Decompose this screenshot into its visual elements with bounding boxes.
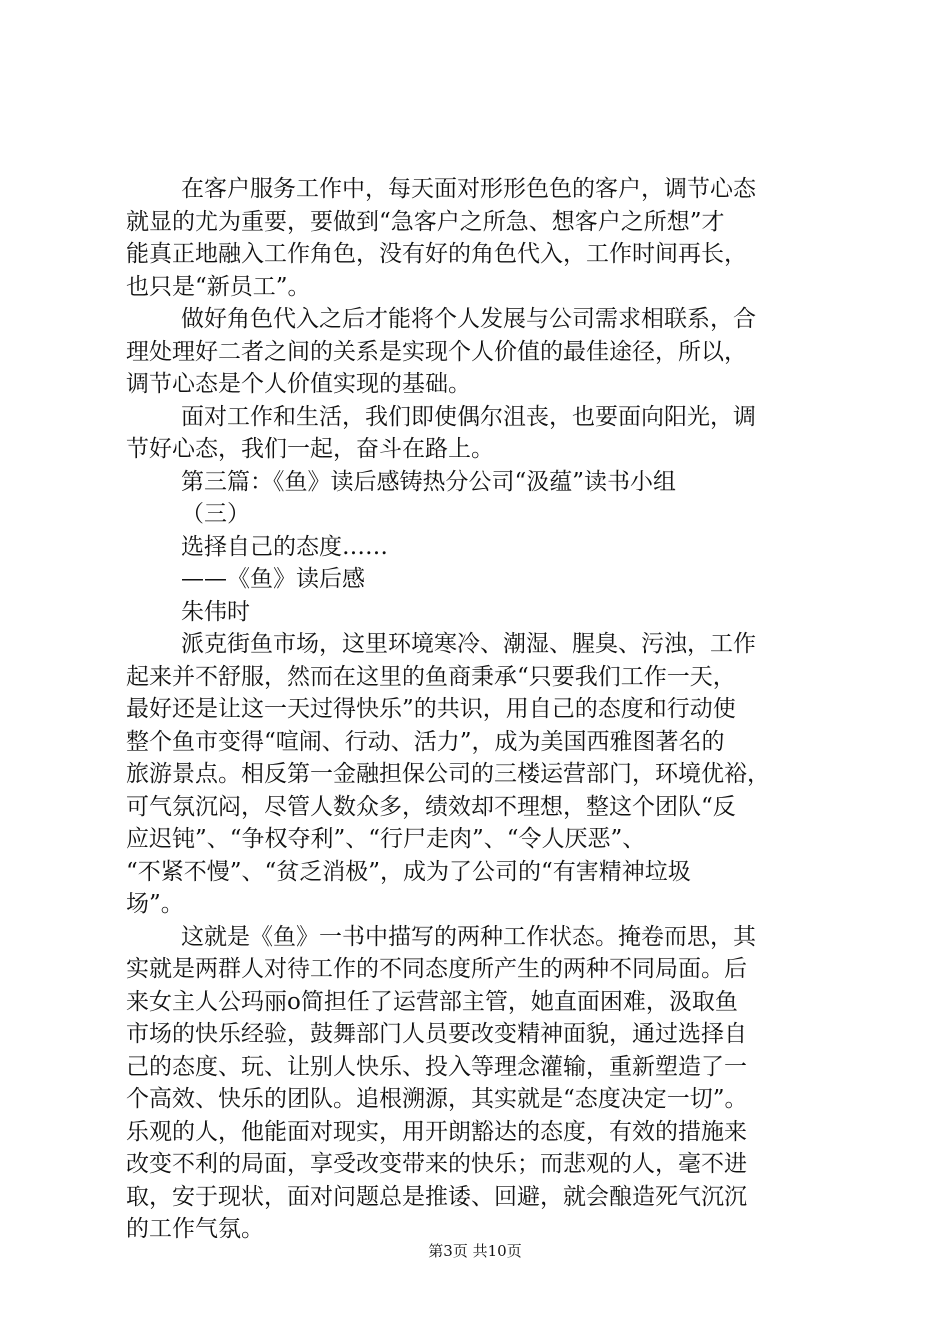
paragraph-line: 起来并不舒服，然而在这里的鱼商秉承“只要我们工作一天， — [126, 663, 736, 690]
paragraph-line: 市场的快乐经验，鼓舞部门人员要改变精神面貌，通过选择自 — [126, 1021, 747, 1047]
paragraph-line: 整个鱼市变得“喧闹、行动、活力”，成为美国西雅图著名的 — [126, 728, 725, 755]
paragraph-line: 派克街鱼市场，这里环境寒冷、潮湿、腥臭、污浊，工作 — [181, 631, 756, 657]
paragraph-line: 也只是“新员工”。 — [126, 273, 311, 300]
heading-line: 第三篇：《鱼》读后感铸热分公司“汲蕴”读书小组 — [181, 468, 677, 495]
paragraph-line: 调节心态是个人价值实现的基础。 — [126, 371, 471, 397]
heading-line: 选择自己的态度…… — [181, 533, 388, 560]
paragraph-line: 旅游景点。相反第一金融担保公司的三楼运营部门，环境优裕， — [126, 761, 770, 787]
paragraph-line: 理处理好二者之间的关系是实现个人价值的最佳途径，所以， — [126, 338, 747, 365]
paragraph-line: 节好心态，我们一起，奋斗在路上。 — [126, 436, 494, 462]
heading-line: ——《鱼》读后感 — [181, 566, 365, 592]
paragraph-line: 场”。 — [126, 891, 184, 917]
paragraph-line: 实就是两群人对待工作的不同态度所产生的两种不同局面。后 — [126, 956, 747, 982]
paragraph-line: 最好还是让这一天过得快乐”的共识，用自己的态度和行动使 — [126, 696, 736, 722]
paragraph-line: 能真正地融入工作角色，没有好的角色代入，工作时间再长， — [126, 241, 747, 267]
paragraph-line: 己的态度、玩、让别人快乐、投入等理念灌输，重新塑造了一 — [126, 1053, 747, 1080]
paragraph-line: 乐观的人，他能面对现实，用开朗豁达的态度，有效的措施来 — [126, 1118, 747, 1145]
paragraph-line: 改变不利的局面，享受改变带来的快乐；而悲观的人，毫不进 — [126, 1151, 747, 1177]
paragraph-line: 来女主人公玛丽o简担任了运营部主管，她直面困难，汲取鱼 — [126, 988, 738, 1015]
paragraph-line: 应迟钝”、“争权夺利”、“行尸走肉”、“令人厌恶”、 — [126, 826, 646, 852]
document-body — [126, 173, 838, 1246]
paragraph-line: 做好角色代入之后才能将个人发展与公司需求相联系，合 — [181, 306, 756, 332]
paragraph-line: 可气氛沉闷，尽管人数众多，绩效却不理想，整这个团队“反 — [126, 793, 736, 820]
paragraph-line: 面对工作和生活，我们即使偶尔沮丧，也要面向阳光，调 — [181, 403, 756, 430]
paragraph-line: 个高效、快乐的团队。追根溯源，其实就是“态度决定一切”。 — [126, 1086, 748, 1112]
paragraph-line: 这就是《鱼》一书中描写的两种工作状态。掩卷而思，其 — [181, 923, 756, 950]
page-footer: 第3页 共10页 — [428, 1242, 522, 1260]
paragraph-line: 在客户服务工作中，每天面对形形色色的客户，调节心态 — [181, 176, 756, 202]
paragraph-line: 取，安于现状，面对问题总是推诿、回避，就会酿造死气沉沉 — [126, 1183, 747, 1210]
paragraph-line: 就显的尤为重要，要做到“急客户之所急、想客户之所想”才 — [126, 208, 725, 235]
heading-line: （三） — [181, 501, 250, 527]
heading-line: 朱伟时 — [181, 598, 250, 625]
paragraph-line: 的工作气氛。 — [126, 1216, 264, 1242]
paragraph-line: “不紧不慢”、“贫乏消极”，成为了公司的“有害精神垃圾 — [126, 858, 691, 885]
